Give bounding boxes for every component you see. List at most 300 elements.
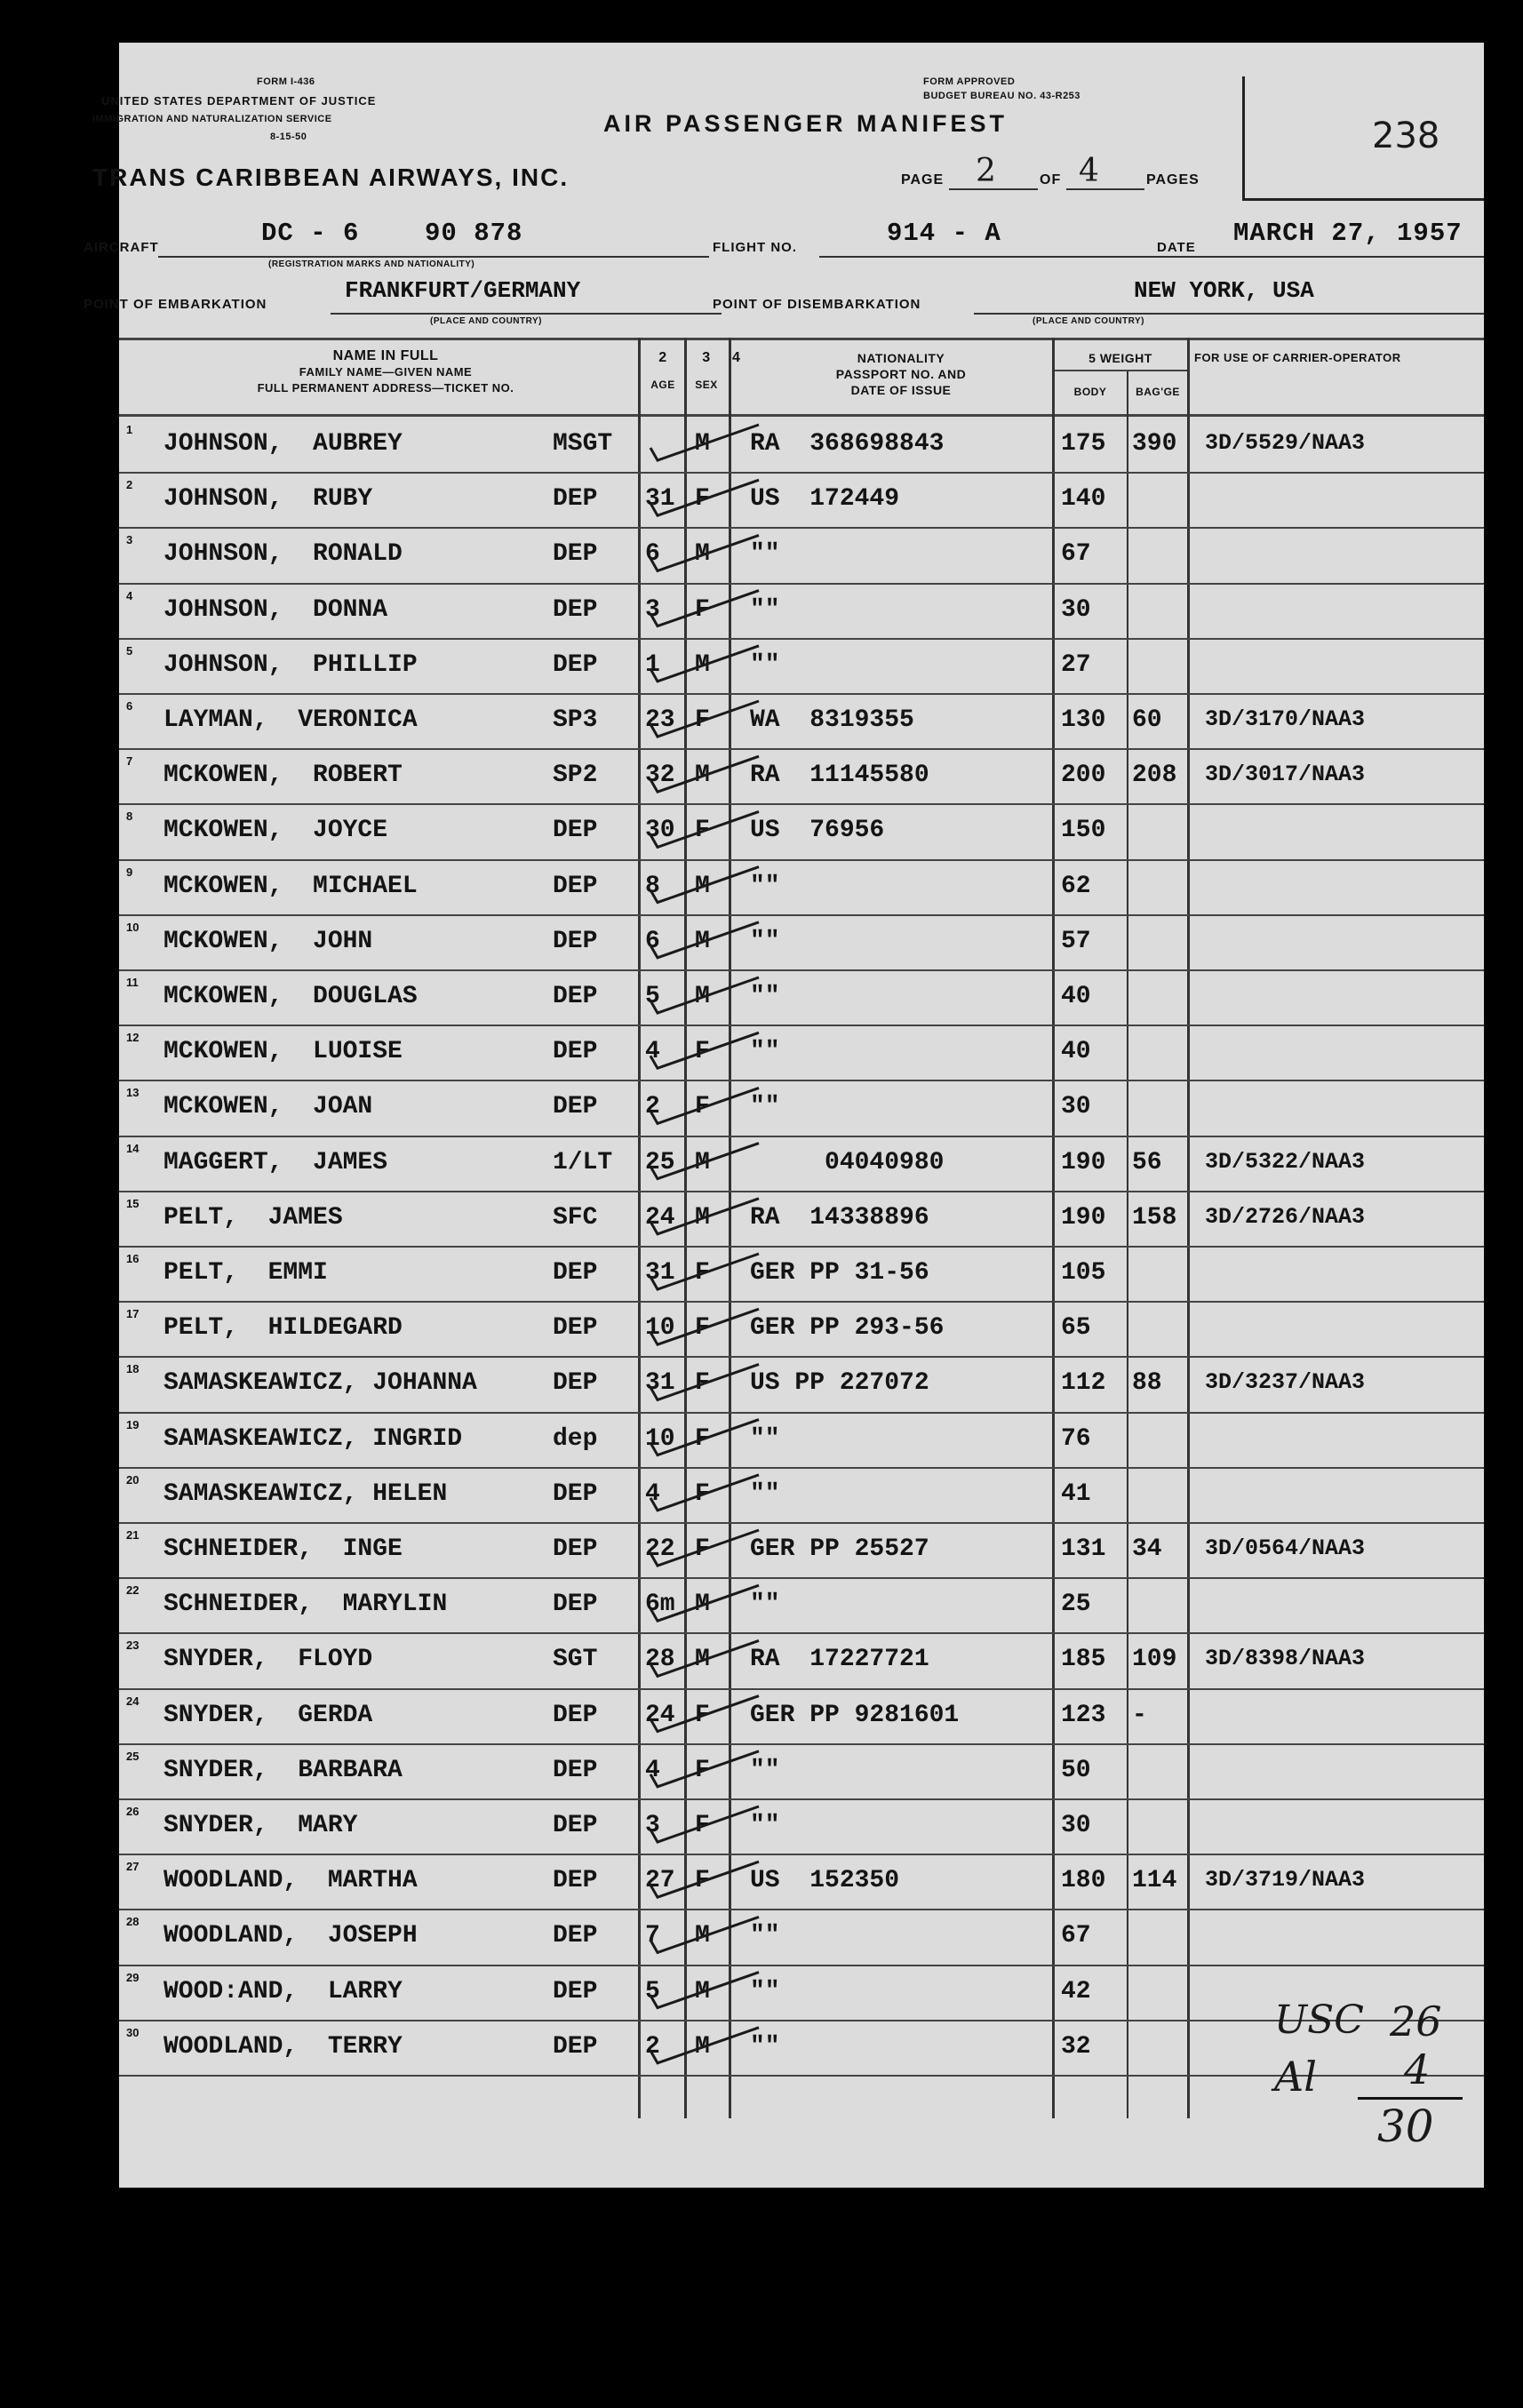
cell-body: 180: [1061, 1867, 1106, 1895]
cell-name: PELT, EMMI: [163, 1259, 328, 1287]
cell-age: 10: [645, 1314, 675, 1343]
row-number: 14: [126, 1141, 140, 1155]
disembarkation-point: NEW YORK, USA: [1134, 277, 1314, 304]
cell-rank: DEP: [553, 1314, 598, 1343]
cell-body: 67: [1061, 1922, 1091, 1950]
cell-pp: "": [750, 1424, 780, 1453]
cell-pp: GER PP 31-56: [750, 1259, 929, 1287]
flight-number: 914 - A: [887, 219, 1001, 248]
cell-sex: M: [695, 1977, 710, 2005]
cell-pp: "": [750, 1093, 780, 1121]
row-number: 13: [126, 1086, 140, 1100]
manifest-sheet: [84, 43, 1484, 2188]
cell-body: 42: [1061, 1977, 1091, 2005]
cell-bag: 34: [1132, 1535, 1162, 1563]
cell-pp: RA 17227721: [750, 1646, 929, 1674]
cell-rank: DEP: [553, 1038, 598, 1066]
cell-sex: M: [695, 1922, 710, 1950]
row-number: 18: [126, 1362, 140, 1376]
cell-sex: F: [695, 1812, 710, 1839]
cell-sex: F: [695, 1314, 710, 1343]
cell-body: 200: [1061, 761, 1106, 790]
cell-op: 3D/3017/NAA3: [1205, 761, 1366, 788]
cell-pp: GER PP 25527: [750, 1535, 929, 1563]
check-mark: [650, 811, 759, 847]
budget-bureau: BUDGET BUREAU NO. 43-R253: [923, 91, 1080, 101]
check-mark: [650, 1917, 759, 1952]
cell-name: MCKOWEN, JOAN: [163, 1093, 373, 1121]
cell-rank: DEP: [553, 485, 598, 514]
cell-pp: "": [750, 1038, 780, 1066]
cell-name: SAMASKEAWICZ, INGRID: [163, 1424, 463, 1453]
cell-rank: DEP: [553, 1591, 598, 1619]
check-mark: [650, 1088, 759, 1123]
manifest-title: AIR PASSENGER MANIFEST: [603, 110, 1009, 137]
cell-rank: DEP: [553, 1369, 598, 1398]
cell-pp: WA 8319355: [750, 706, 914, 734]
check-mark: [650, 1420, 759, 1455]
cell-body: 67: [1061, 540, 1091, 569]
check-mark: [650, 425, 759, 460]
tick-marks-overlay: [119, 43, 1484, 2188]
cell-age: 4: [645, 1479, 660, 1508]
cell-rank: DEP: [553, 927, 598, 955]
row-number: 15: [126, 1196, 140, 1210]
cell-pp: US PP 227072: [750, 1369, 929, 1398]
cell-age: 27: [645, 1867, 675, 1895]
cell-pp: "": [750, 650, 780, 679]
cell-name: MCKOWEN, JOYCE: [163, 817, 388, 845]
disembarkation-label: POINT OF DISEMBARKATION: [713, 297, 921, 312]
cell-pp: "": [750, 540, 780, 569]
cell-body: 25: [1061, 1591, 1091, 1619]
cell-sex: F: [695, 595, 710, 624]
cell-age: 28: [645, 1646, 675, 1674]
cell-op: 3D/0564/NAA3: [1205, 1535, 1366, 1561]
disembarkation-caption: (PLACE AND COUNTRY): [1033, 316, 1144, 326]
cell-age: 31: [645, 1259, 675, 1287]
col-name-header: NAME IN FULL FAMILY NAME—GIVEN NAME FULL PERMANENT ADDRESS—TICKET NO.: [257, 348, 514, 395]
tally-total: 30: [1377, 2101, 1434, 2152]
cell-name: SAMASKEAWICZ, HELEN: [163, 1479, 448, 1508]
cell-bag: 60: [1132, 706, 1162, 734]
cell-rank: DEP: [553, 872, 598, 900]
cell-rank: DEP: [553, 650, 598, 679]
cell-bag: 158: [1132, 1203, 1177, 1232]
row-number: 28: [126, 1915, 140, 1929]
cell-bag: -: [1132, 1701, 1147, 1729]
cell-pp: "": [750, 927, 780, 955]
cell-name: JOHNSON, AUBREY: [163, 430, 403, 458]
cell-body: 105: [1061, 1259, 1106, 1287]
cell-rank: DEP: [553, 595, 598, 624]
cell-op: 3D/8398/NAA3: [1205, 1646, 1366, 1672]
cell-age: 32: [645, 761, 675, 790]
check-mark: [650, 1309, 759, 1344]
cell-pp: "": [750, 595, 780, 624]
row-number: 22: [126, 1583, 140, 1598]
row-number: 21: [126, 1528, 140, 1542]
cell-rank: DEP: [553, 1535, 598, 1563]
col-weight-header: 5 WEIGHT: [1088, 351, 1152, 365]
cell-body: 190: [1061, 1203, 1106, 1232]
check-mark: [650, 480, 759, 515]
cell-body: 50: [1061, 1756, 1091, 1784]
cell-age: 31: [645, 1369, 675, 1398]
page-total: 4: [1079, 153, 1099, 189]
cell-name: MCKOWEN, LUOISE: [163, 1038, 403, 1066]
check-mark: [650, 1199, 759, 1234]
check-mark: [650, 1640, 759, 1676]
aircraft-label: AIRCRAFT: [84, 240, 159, 255]
row-number: 16: [126, 1252, 140, 1265]
cell-age: 25: [645, 1148, 675, 1176]
cell-sex: M: [695, 1646, 710, 1674]
tally-al-label: Al: [1274, 2053, 1317, 2101]
cell-sex: F: [695, 1038, 710, 1066]
cell-rank: SP3: [553, 706, 598, 734]
cell-name: SAMASKEAWICZ, JOHANNA: [163, 1369, 477, 1398]
cell-sex: F: [695, 1369, 710, 1398]
cell-name: SCHNEIDER, MARYLIN: [163, 1591, 448, 1619]
check-mark: [650, 701, 759, 737]
date-label: DATE: [1157, 240, 1196, 255]
cell-age: 5: [645, 1977, 660, 2005]
cell-body: 130: [1061, 706, 1106, 734]
cell-sex: F: [695, 1424, 710, 1453]
check-mark: [650, 1585, 759, 1621]
cell-rank: DEP: [553, 2032, 598, 2061]
col-operator-header: FOR USE OF CARRIER-OPERATOR: [1194, 351, 1401, 364]
check-mark: [650, 1033, 759, 1068]
cell-body: 150: [1061, 817, 1106, 845]
cell-op: 3D/2726/NAA3: [1205, 1203, 1366, 1230]
cell-sex: M: [695, 1148, 710, 1176]
cell-age: 31: [645, 485, 675, 514]
check-mark: [650, 867, 759, 903]
cell-pp: "": [750, 1922, 780, 1950]
cell-body: 140: [1061, 485, 1106, 514]
cell-pp: "": [750, 1977, 780, 2005]
cell-name: WOODLAND, MARTHA: [163, 1867, 418, 1895]
form-date-code: 8-15-50: [270, 132, 307, 142]
cell-rank: 1/LT: [553, 1148, 613, 1176]
cell-body: 190: [1061, 1148, 1106, 1176]
flight-date: MARCH 27, 1957: [1233, 219, 1463, 248]
cell-age: 3: [645, 1812, 660, 1839]
row-number: 17: [126, 1307, 140, 1321]
col-body-header: BODY: [1073, 386, 1107, 398]
cell-name: JOHNSON, RUBY: [163, 485, 373, 514]
cell-age: 6m: [645, 1591, 675, 1619]
col-nationality-header: NATIONALITY PASSPORT NO. AND DATE OF ISSUE: [835, 351, 967, 397]
check-mark: [650, 591, 759, 626]
form-number: FORM I-436: [257, 76, 315, 87]
cell-name: JOHNSON, RONALD: [163, 540, 403, 569]
cell-name: SNYDER, BARBARA: [163, 1756, 403, 1784]
cell-rank: DEP: [553, 1093, 598, 1121]
cell-sex: M: [695, 2032, 710, 2061]
cell-pp: "": [750, 2032, 780, 2061]
check-mark: [650, 977, 759, 1013]
aircraft-value: DC - 6 90 878: [261, 219, 523, 248]
cell-age: 2: [645, 1093, 660, 1121]
cell-body: 112: [1061, 1369, 1106, 1398]
cell-rank: SP2: [553, 761, 598, 790]
department-name: UNITED STATES DEPARTMENT OF JUSTICE: [101, 94, 377, 108]
cell-rank: SGT: [553, 1646, 598, 1674]
cell-rank: DEP: [553, 1259, 598, 1287]
cell-sex: F: [695, 1701, 710, 1729]
cell-age: 6: [645, 540, 660, 569]
check-mark: [650, 1806, 759, 1842]
cell-pp: RA 14338896: [750, 1203, 929, 1232]
flight-label: FLIGHT NO.: [713, 240, 797, 255]
cell-body: 40: [1061, 1038, 1091, 1066]
cell-name: WOODLAND, TERRY: [163, 2032, 403, 2061]
cell-body: 131: [1061, 1535, 1106, 1563]
row-number: 30: [126, 2025, 140, 2039]
cell-pp: GER PP 293-56: [750, 1314, 945, 1343]
check-mark: [650, 1254, 759, 1289]
cell-sex: M: [695, 1203, 710, 1232]
cell-name: PELT, HILDEGARD: [163, 1314, 403, 1343]
cell-sex: F: [695, 706, 710, 734]
cell-sex: M: [695, 540, 710, 569]
check-mark: [650, 535, 759, 570]
tally-al-count: 4: [1404, 2045, 1431, 2093]
cell-bag: 88: [1132, 1369, 1162, 1398]
check-mark: [650, 646, 759, 682]
cell-pp: RA 11145580: [750, 761, 929, 790]
cell-bag: 114: [1132, 1867, 1177, 1895]
cell-bag: 208: [1132, 761, 1177, 790]
cell-rank: DEP: [553, 1479, 598, 1508]
row-number: 29: [126, 1970, 140, 1984]
cell-age: 24: [645, 1203, 675, 1232]
cell-op: 3D/3237/NAA3: [1205, 1369, 1366, 1396]
check-mark: [650, 1144, 759, 1179]
check-mark: [650, 756, 759, 792]
cell-age: 30: [645, 817, 675, 845]
tally-usc-label: USC: [1274, 1997, 1364, 2043]
cell-name: WOODLAND, JOSEPH: [163, 1922, 418, 1950]
cell-rank: DEP: [553, 817, 598, 845]
cell-sex: M: [695, 650, 710, 679]
cell-pp: 04040980: [750, 1148, 945, 1176]
row-number: 11: [126, 976, 139, 989]
cell-sex: M: [695, 872, 710, 900]
cell-pp: "": [750, 1591, 780, 1619]
cell-sex: F: [695, 1756, 710, 1784]
cell-age: 7: [645, 1922, 660, 1950]
cell-age: 2: [645, 2032, 660, 2061]
cell-age: 24: [645, 1701, 675, 1729]
cell-name: SNYDER, FLOYD: [163, 1646, 373, 1674]
cell-sex: F: [695, 817, 710, 845]
row-number: 2: [126, 478, 133, 492]
cell-name: SNYDER, MARY: [163, 1812, 358, 1839]
cell-op: 3D/3719/NAA3: [1205, 1867, 1366, 1894]
row-number: 9: [126, 865, 133, 879]
cell-op: 3D/5529/NAA3: [1205, 430, 1366, 456]
cell-name: MCKOWEN, ROBERT: [163, 761, 403, 790]
cell-pp: US 172449: [750, 485, 900, 514]
cell-age: 10: [645, 1424, 675, 1453]
cell-pp: "": [750, 872, 780, 900]
of-label: OF: [1040, 172, 1062, 187]
cell-sex: F: [695, 1535, 710, 1563]
cell-rank: SFC: [553, 1203, 598, 1232]
cell-rank: MSGT: [553, 430, 613, 458]
cell-age: 22: [645, 1535, 675, 1563]
cell-bag: 390: [1132, 430, 1177, 458]
cell-name: MAGGERT, JAMES: [163, 1148, 388, 1176]
col-sex-header: 3 SEX: [695, 350, 718, 391]
cell-sex: M: [695, 983, 710, 1010]
cell-sex: F: [695, 1093, 710, 1121]
page-label: PAGE: [901, 172, 945, 187]
cell-body: 62: [1061, 872, 1091, 900]
cell-body: 30: [1061, 1812, 1091, 1839]
cell-age: 6: [645, 927, 660, 955]
check-mark: [650, 1973, 759, 2008]
cell-age: 23: [645, 706, 675, 734]
cell-age: 3: [645, 595, 660, 624]
row-number: 26: [126, 1805, 140, 1818]
embarkation-label: POINT OF EMBARKATION: [84, 297, 267, 312]
cell-name: JOHNSON, DONNA: [163, 595, 388, 624]
embarkation-caption: (PLACE AND COUNTRY): [430, 316, 542, 326]
cell-body: 65: [1061, 1314, 1091, 1343]
cell-rank: dep: [553, 1424, 598, 1453]
cell-pp: "": [750, 983, 780, 1010]
cell-rank: DEP: [553, 1756, 598, 1784]
registration-caption: (REGISTRATION MARKS AND NATIONALITY): [268, 259, 475, 269]
row-number: 20: [126, 1472, 140, 1487]
cell-pp: US 152350: [750, 1867, 900, 1895]
cell-pp: "": [750, 1812, 780, 1839]
cell-sex: F: [695, 1479, 710, 1508]
tally-usc-count: 26: [1390, 1997, 1442, 2045]
row-number: 24: [126, 1694, 140, 1708]
cell-body: 41: [1061, 1479, 1091, 1508]
cell-sex: M: [695, 430, 710, 458]
row-number: 7: [126, 754, 133, 769]
cell-sex: F: [695, 485, 710, 514]
form-approved: FORM APPROVED: [923, 76, 1016, 87]
cell-pp: GER PP 9281601: [750, 1701, 960, 1729]
row-number: 10: [126, 920, 140, 934]
cell-pp: US 76956: [750, 817, 885, 845]
cell-body: 32: [1061, 2032, 1091, 2061]
service-name: IMMIGRATION AND NATURALIZATION SERVICE: [92, 114, 332, 124]
cell-pp: "": [750, 1756, 780, 1784]
cell-body: 57: [1061, 927, 1091, 955]
cell-body: 27: [1061, 650, 1091, 679]
cell-rank: DEP: [553, 1812, 598, 1839]
check-mark: [650, 1530, 759, 1566]
row-number: 8: [126, 809, 133, 824]
cell-age: 1: [645, 650, 660, 679]
cell-rank: DEP: [553, 1701, 598, 1729]
check-mark: [650, 2028, 759, 2063]
cell-sex: M: [695, 1591, 710, 1619]
cell-rank: DEP: [553, 983, 598, 1010]
cell-name: SCHNEIDER, INGE: [163, 1535, 403, 1563]
row-number: 5: [126, 643, 133, 658]
col-baggage-header: BAG'GE: [1136, 386, 1180, 398]
cell-body: 76: [1061, 1424, 1091, 1453]
cell-age: 4: [645, 1756, 660, 1784]
cell-body: 185: [1061, 1646, 1106, 1674]
cell-rank: DEP: [553, 1977, 598, 2005]
cell-name: LAYMAN, VERONICA: [163, 706, 418, 734]
cell-pp: RA 368698843: [750, 430, 945, 458]
check-mark: [650, 1862, 759, 1897]
cell-age: 4: [645, 1038, 660, 1066]
row-number: 3: [126, 533, 133, 547]
cell-op: 3D/5322/NAA3: [1205, 1148, 1366, 1175]
cell-body: 175: [1061, 430, 1106, 458]
cell-name: WOOD:AND, LARRY: [163, 1977, 403, 2005]
cell-age: 8: [645, 872, 660, 900]
check-mark: [650, 1696, 759, 1732]
check-mark: [650, 1475, 759, 1511]
stamp-number: 238: [1372, 116, 1440, 156]
cell-op: 3D/3170/NAA3: [1205, 706, 1366, 732]
cell-name: MCKOWEN, DOUGLAS: [163, 983, 418, 1010]
pages-label: PAGES: [1146, 172, 1200, 187]
cell-sex: M: [695, 761, 710, 790]
embarkation-point: FRANKFURT/GERMANY: [345, 277, 581, 304]
row-number: 12: [126, 1031, 140, 1045]
page-number: 2: [976, 153, 996, 189]
cell-name: MCKOWEN, JOHN: [163, 927, 373, 955]
col-4-number: 4: [732, 350, 741, 365]
row-number: 6: [126, 699, 133, 713]
row-number: 23: [126, 1639, 140, 1653]
cell-rank: DEP: [553, 540, 598, 569]
row-number: 1: [126, 423, 133, 436]
row-number: 4: [126, 588, 133, 602]
cell-body: 123: [1061, 1701, 1106, 1729]
cell-pp: "": [750, 1479, 780, 1508]
col-age-header: 2 AGE: [650, 350, 675, 391]
cell-rank: DEP: [553, 1867, 598, 1895]
cell-name: MCKOWEN, MICHAEL: [163, 872, 418, 900]
cell-sex: M: [695, 927, 710, 955]
cell-body: 40: [1061, 983, 1091, 1010]
cell-bag: 109: [1132, 1646, 1177, 1674]
cell-name: JOHNSON, PHILLIP: [163, 650, 418, 679]
cell-age: 5: [645, 983, 660, 1010]
cell-sex: F: [695, 1259, 710, 1287]
check-mark: [650, 922, 759, 958]
check-mark: [650, 1751, 759, 1787]
cell-sex: F: [695, 1867, 710, 1895]
row-number: 19: [126, 1417, 140, 1431]
cell-rank: DEP: [553, 1922, 598, 1950]
cell-body: 30: [1061, 1093, 1091, 1121]
cell-name: SNYDER, GERDA: [163, 1701, 373, 1729]
cell-name: PELT, JAMES: [163, 1203, 343, 1232]
cell-body: 30: [1061, 595, 1091, 624]
row-number: 27: [126, 1860, 140, 1874]
airline-name: TRANS CARIBBEAN AIRWAYS, INC.: [92, 163, 570, 191]
row-number: 25: [126, 1749, 140, 1763]
cell-bag: 56: [1132, 1148, 1162, 1176]
